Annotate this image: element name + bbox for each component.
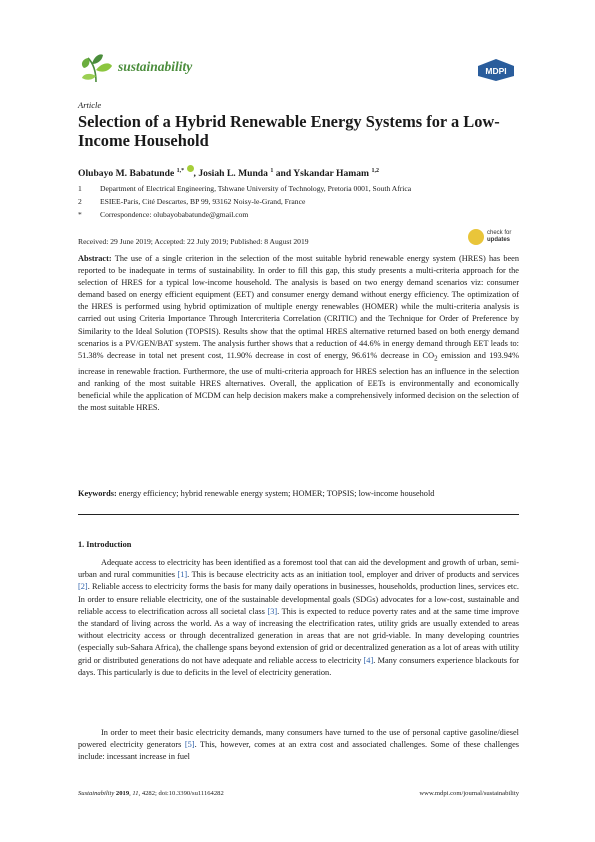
author-separator: and — [275, 168, 294, 180]
footer-doi: , 4282; doi:10.3390/su11164282 — [138, 790, 224, 797]
footer-url[interactable]: www.mdpi.com/journal/sustainability — [419, 790, 519, 797]
paragraph-1 — [78, 557, 519, 679]
mdpi-logo-text: MDPI — [485, 66, 507, 76]
orcid-icon[interactable] — [187, 165, 194, 172]
author-name: Josiah L. Munda — [198, 168, 268, 180]
paragraph-text: . This is expected to reduce poverty rates and at the same time improve the standard of living across the world. As a way of increasing the electrification rates, utility grids are usually extended to areas without electricity access or through decentralized generation in areas that are not grid-viable. In many developing countries (especially sub-Sahara Africa), the challenge spans beyond extension of grid or decentralized generation as a lot of areas with utility grid or distributed generations do not have adequate and reliable access to electricity — [78, 606, 519, 665]
keywords-text: energy efficiency; hybrid renewable energy system; HOMER; TOPSIS; low-income household — [118, 489, 435, 498]
article-title: Selection of a Hybrid Renewable Energy Systems for a Low-Income Household — [78, 112, 500, 151]
check-for-updates-line2: updates — [487, 237, 511, 243]
footer-year: 2019 — [115, 790, 130, 797]
check-for-updates-label — [487, 230, 511, 244]
keywords-label: Keywords: — [78, 489, 117, 498]
author-list — [78, 165, 379, 179]
paragraph-text: . This, however, comes at an extra cost and associated challenges. Some of these challenges include: incessant increase in fuel — [78, 740, 519, 762]
paragraph-text: . This is because electricity acts as an initiation tool, employer and driver of products and services — [187, 570, 519, 580]
abstract-subscript: 2 — [434, 355, 438, 363]
affiliation-1 — [78, 184, 411, 193]
journal-name: sustainability — [118, 59, 193, 74]
check-for-updates-line1: check for — [487, 230, 512, 236]
sustainability-leaf-logo-icon — [78, 50, 114, 84]
abstract-label: Abstract: — [78, 254, 112, 263]
publication-dates: Received: 29 June 2019; Accepted: 22 July 2019; Published: 8 August 2019 — [78, 237, 309, 246]
author-name: Olubayo M. Babatunde — [78, 168, 175, 180]
author-affiliation-marker: 1 — [270, 168, 274, 174]
correspondence — [78, 210, 248, 219]
affiliation-marker: 1 — [78, 184, 82, 193]
footer-journal: Sustainability — [78, 790, 115, 797]
author-affiliation-marker: 1,* — [176, 168, 185, 174]
paragraph-text: . Reliable access to electricity forms the basis for many daily operations in businesses, households, production lines, services etc. In order to ensure reliable electricity, one of the sustainable developmental goals (SDGs) advocates for a low-cost, sustainable and reliable access to electrification across all societal class — [78, 582, 519, 616]
affiliation-text: ESIEE-Paris, Cité Descartes, BP 99, 93162 Noisy-le-Grand, France — [100, 197, 306, 206]
citation-link[interactable]: [5] — [184, 740, 195, 750]
citation-link[interactable]: [3] — [267, 606, 278, 616]
abstract — [78, 253, 519, 414]
affiliation-marker: * — [78, 210, 82, 219]
paragraph-text: Adequate access to electricity has been identified as a foremost tool that can aid the development and growth of urban, semi-urban and rural communities — [78, 558, 519, 580]
paragraph-text: . Many consumers experience blackouts for days. This particularly is due to deficits in the level of electricity generation. — [78, 655, 519, 677]
affiliation-text: Department of Electrical Engineering, Tshwane University of Technology, Pretoria 0001, South Africa — [100, 184, 412, 193]
section-divider — [78, 514, 519, 515]
keywords — [78, 489, 519, 498]
author-affiliation-marker: 1,2 — [371, 168, 379, 174]
citation-link[interactable]: [4] — [363, 655, 374, 665]
footer-citation: Sustainability 2019, 11, 4282; doi:10.3390/su11164282 — [78, 790, 224, 797]
paragraph-2 — [78, 727, 519, 764]
affiliation-2 — [78, 197, 305, 206]
mdpi-logo-icon — [476, 58, 516, 82]
affiliation-marker: 2 — [78, 197, 82, 206]
citation-link[interactable]: [1] — [177, 570, 188, 580]
check-for-updates-icon — [468, 229, 484, 245]
paragraph-text: In order to meet their basic electricity demands, many consumers have turned to the use of personal captive gasoline/diesel powered electricity generators — [78, 728, 519, 750]
check-for-updates-badge[interactable] — [468, 228, 520, 248]
footer-volume: 11 — [132, 790, 139, 797]
article-type: Article — [78, 100, 102, 110]
author-name: Yskandar Hamam — [293, 168, 370, 180]
abstract-text-part1: The use of a single criterion in the selection of the most suitable hybrid renewable energy system (HRES) has been reported to be inadequate in terms of sustainability. In order to fill this gap, this study presents a multi-criteria approach for the selection of HRES for a typical low-income household. The analysis is based on two energy demand scenarios viz: consumer demand based on energy efficient equipment (EET) and consumer energy demand without energy efficiency. The optimization of the HRES is performed using hybrid optimization of multiple energy renewables (HOMER) while the multi-criteria analysis is carried out using Criteria Importance Through Intercriteria Correlation (CRITIC) and the Technique for Order of Preference by Similarity to the Ideal Solution (TOPSIS). Results show that the optimal HRES alternative returned based on both energy demand scenarios is a PV/GEN/BAT system. The analysis further shows that a reduction of 44.6% in energy demand through EET leads to: 51.38% decrease in total net present cost, 11.90% decrease in cost of energy, 96.61% decrease in CO — [78, 254, 519, 360]
author-separator: , — [193, 168, 199, 180]
correspondence-text: Correspondence: olubayobabatunde@gmail.com — [100, 210, 249, 219]
section-title: 1. Introduction — [78, 540, 132, 549]
citation-link[interactable]: [2] — [78, 582, 88, 592]
abstract-text-part2: emission and 193.94% increase in renewable fraction. Furthermore, the use of multi-criteria approach for HRES selection has an influence in the selection and ranking of the most suitable HRES alternatives. Overall, the application of EETs is environmentally and economically beneficial while the application of MCDM can help decision makers make a comprehensively informed decision on the selection of the most suitable HRES. — [78, 350, 519, 412]
